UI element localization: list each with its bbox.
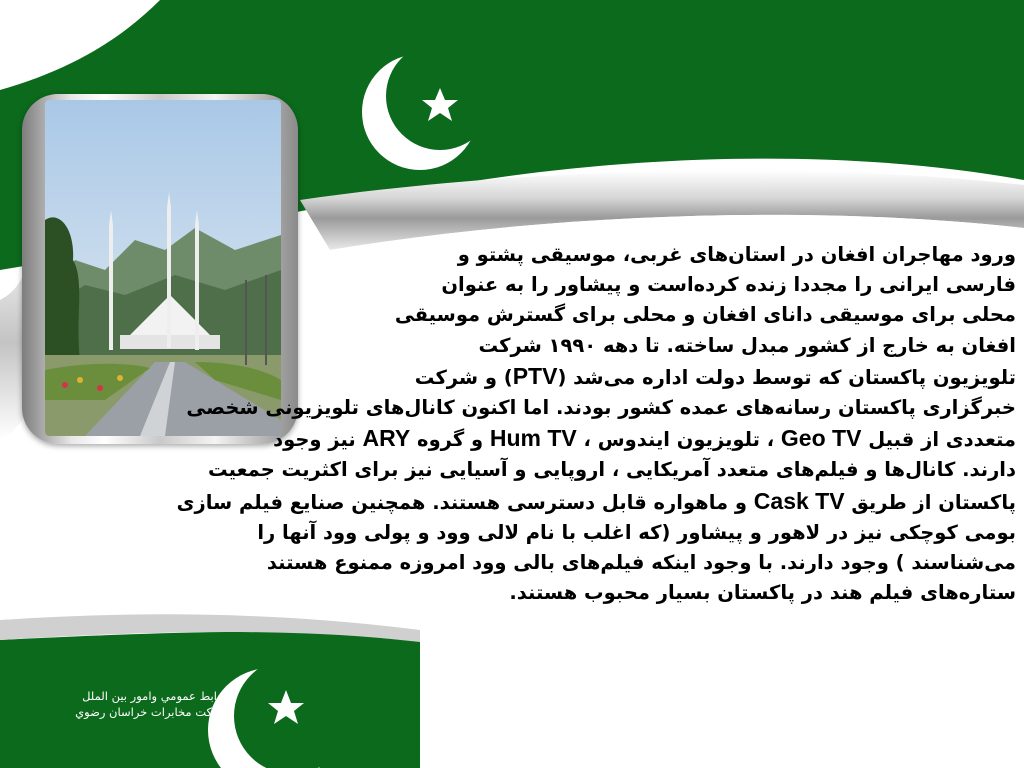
- body-line-8: دارند. کانال‌ها و فیلم‌های متعدد آمریکایی ، اروپایی و آسیایی نیز برای اکثریت جمعیت: [208, 458, 1016, 482]
- body-text: [6, 240, 1016, 608]
- footer-line-2: شركت مخابرات خراسان رضوي: [75, 705, 228, 719]
- slide-title: جامعه و فرهنگ‌ها: [662, 13, 1010, 59]
- body-line-1: ورود مهاجران افغان در استان‌های غربی، موسیقی پشتو و: [457, 243, 1016, 266]
- body-line-5: تلویزیون پاکستان که توسط دولت اداره می‌شد (PTV) و شرکت: [414, 362, 1016, 389]
- body-line-3: محلی برای موسیقی دانای افغان و محلی برای گسترش موسیقی: [394, 303, 1016, 327]
- body-line-6: خبرگزاری پاکستان رسانه‌های عمده کشور بودند. اما اکنون کانال‌های تلویزیونی شخصی: [186, 396, 1016, 420]
- body-line-4: افغان به خارج از کشور مبدل ساخته. تا دهه ۱۹۹۰ شرکت: [478, 333, 1016, 357]
- body-line-12: ستاره‌های فیلم هند در پاکستان بسیار محبوب هستند.: [509, 581, 1016, 605]
- body-line-7: متعددی از قبیل Geo TV ، تلویزیون ایندوس ، Hum TV و گروه ARY نیز وجود: [273, 425, 1016, 452]
- body-line-9: پاکستان از طریق Cask TV و ماهواره قابل دسترسی هستند. همچنین صنایع فیلم سازی: [176, 487, 1016, 514]
- body-line-11: می‌شناسند ) وجود دارند. با وجود اینکه فیلم‌های بالی وود امروزه ممنوع هستند: [266, 551, 1016, 575]
- footer-line-1: روابط عمومي وامور بين الملل: [82, 689, 228, 703]
- body-line-2: فارسی ایرانی را مجددا زنده کرده‌است و پیشاور را به عنوان: [441, 273, 1016, 297]
- footer-credit: [38, 688, 228, 720]
- body-line-10: بومی کوچکی نیز در لاهور و پیشاور (که اغلب با نام لالی وود و پولی وود آنها را: [257, 520, 1016, 544]
